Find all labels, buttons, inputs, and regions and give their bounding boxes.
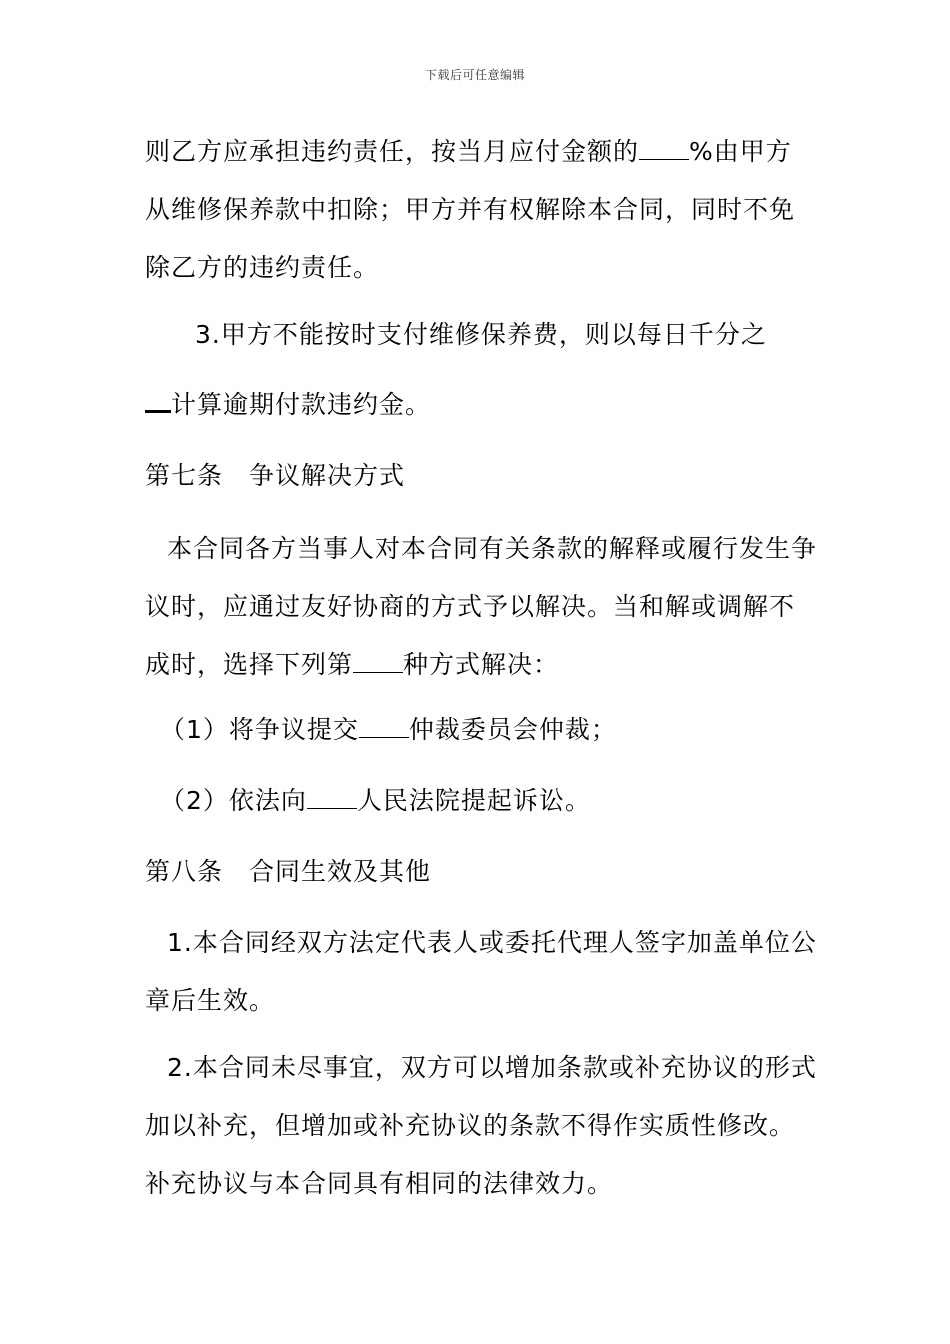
fill-in-blank[interactable]: [145, 390, 171, 413]
fill-in-blank[interactable]: [639, 139, 689, 160]
text-line: 1.本合同经双方法定代表人或委托代理人签字加盖单位公: [167, 928, 817, 957]
text-line: 3.甲方不能按时支付维修保养费，则以每日千分之: [195, 320, 767, 349]
text-line: [160, 701, 828, 759]
text-line: [145, 123, 813, 181]
paragraph-effectiveness: [145, 914, 817, 1030]
text-segment: 人民法院提起诉讼。: [356, 786, 591, 815]
text-line: [145, 636, 813, 694]
text-segment: （1）将争议提交: [160, 715, 359, 744]
page-header: 下载后可任意编辑: [424, 68, 525, 82]
text-line: [160, 772, 828, 830]
text-line: 本合同各方当事人对本合同有关条款的解释或履行发生争: [167, 534, 818, 563]
option-litigation: [160, 772, 828, 830]
text-line: 除乙方的违约责任。: [145, 253, 380, 282]
text-line: [145, 376, 813, 434]
fill-in-blank[interactable]: [307, 788, 357, 809]
article-eight-heading: 第八条 合同生效及其他: [145, 857, 432, 886]
text-segment: 仲裁委员会仲裁；: [408, 715, 617, 744]
text-line: 从维修保养款中扣除；甲方并有权解除本合同，同时不免: [145, 195, 796, 224]
paragraph-supplement: [145, 1039, 817, 1213]
text-segment: 种方式解决：: [403, 650, 560, 679]
paragraph-late-payment: [145, 306, 813, 434]
text-segment: 成时，选择下列第: [145, 650, 354, 679]
fill-in-blank[interactable]: [359, 717, 409, 738]
article-seven-heading: 第七条 争议解决方式: [145, 461, 406, 490]
option-arbitration: [160, 701, 828, 759]
fill-in-blank[interactable]: [353, 652, 403, 673]
text-line: 议时，应通过友好协商的方式予以解决。当和解或调解不: [145, 592, 796, 621]
text-line: 加以补充，但增加或补充协议的条款不得作实质性修改。: [145, 1111, 796, 1140]
paragraph-breach-deduction: [145, 123, 813, 297]
text-line: 2.本合同未尽事宜，双方可以增加条款或补充协议的形式: [167, 1053, 817, 1082]
text-segment: 则乙方应承担违约责任，按当月应付金额的: [145, 137, 640, 166]
text-line: 章后生效。: [145, 986, 276, 1015]
text-segment: 计算逾期付款违约金。: [171, 390, 432, 419]
text-line: 补充协议与本合同具有相同的法律效力。: [145, 1169, 614, 1198]
text-segment: %由甲方: [689, 137, 792, 166]
paragraph-dispute-resolution: [145, 520, 818, 694]
text-segment: （2）依法向: [160, 786, 307, 815]
